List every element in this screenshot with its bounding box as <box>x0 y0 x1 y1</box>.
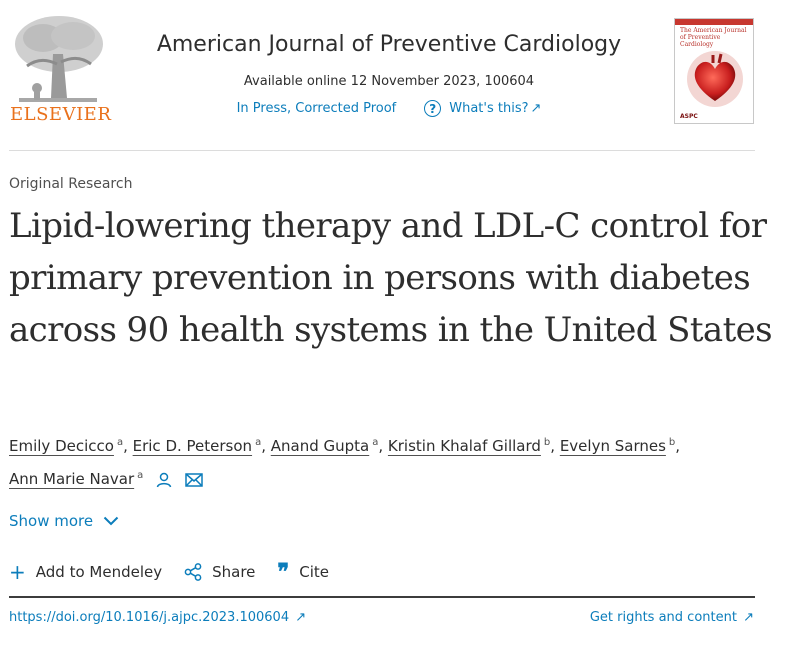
affiliation-marker[interactable]: a <box>116 437 124 448</box>
cover-footer: ASPC <box>680 113 698 120</box>
external-link-icon: ↗ <box>530 101 542 116</box>
cover-title: The American Journal of Preventive Cardiology <box>680 27 747 48</box>
share-button[interactable] <box>184 563 255 581</box>
author-link[interactable]: Kristin Khalaf Gillard <box>387 437 541 455</box>
in-press-link[interactable]: In Press, Corrected Proof <box>236 101 397 116</box>
share-icon <box>184 563 202 581</box>
author-link[interactable]: Anand Gupta <box>270 437 370 455</box>
journal-title[interactable]: American Journal of Preventive Cardiology <box>156 32 622 57</box>
person-icon[interactable] <box>156 472 172 488</box>
external-link-icon: ↗ <box>743 610 754 625</box>
availability-date: Available online 12 November 2023, 100604 <box>243 74 535 89</box>
affiliation-marker[interactable]: a <box>372 437 379 448</box>
affiliation-marker[interactable]: a <box>137 470 144 481</box>
header-divider <box>9 150 755 151</box>
article-title: Lipid-lowering therapy and LDL-C control for primary prevention in persons with diabetes across 90 health systems in the United States <box>9 206 773 350</box>
author-link[interactable]: Emily Decicco <box>9 437 114 455</box>
cite-button[interactable] <box>277 559 330 585</box>
question-icon[interactable]: ? <box>424 100 441 117</box>
article-actions <box>9 559 351 585</box>
tree-icon <box>9 14 107 104</box>
doi-link[interactable] <box>9 610 306 625</box>
heart-icon <box>683 49 747 107</box>
author-link[interactable]: Eric D. Peterson <box>132 437 253 455</box>
cover-bar <box>675 19 754 25</box>
status-line <box>124 100 654 117</box>
share-label: Share <box>212 563 256 581</box>
show-more-label: Show more <box>9 512 94 530</box>
show-more-button[interactable] <box>9 512 119 530</box>
author-list: Emily Decicco $^a$, Eric D. Peterson $^a$, Anand Gupta $^a$, Kristin Khalaf Gillard $^b$, Evelyn Sarnes $^b$, Ann Marie Navar $^a$ <box>9 437 681 488</box>
external-link-icon: ↗ <box>295 610 307 625</box>
actions-divider <box>9 596 755 598</box>
quote-icon: ❞ <box>277 559 290 585</box>
affiliation-marker[interactable]: b <box>668 437 676 448</box>
rights-label: Get rights and content <box>589 610 737 625</box>
journal-cover[interactable] <box>674 18 754 124</box>
doi-label: https://doi.org/10.1016/j.ajpc.2023.100604 <box>9 610 290 625</box>
author-link[interactable]: Ann Marie Navar <box>9 470 135 488</box>
whats-this-link[interactable] <box>449 101 541 116</box>
article-type: Original Research <box>9 176 133 192</box>
cite-label: Cite <box>299 563 330 581</box>
rights-link[interactable] <box>590 610 754 625</box>
chevron-down-icon <box>103 516 119 526</box>
plus-icon: + <box>9 560 26 584</box>
mendeley-label: Add to Mendeley <box>35 563 163 581</box>
affiliation-marker[interactable]: b <box>543 437 551 448</box>
whats-this-label: What's this? <box>449 101 529 116</box>
affiliation-marker[interactable]: a <box>255 437 262 448</box>
author-link[interactable]: Evelyn Sarnes <box>559 437 666 455</box>
publisher-name[interactable]: ELSEVIER <box>10 104 112 125</box>
envelope-icon[interactable] <box>185 473 203 487</box>
add-to-mendeley-button[interactable] <box>9 562 162 582</box>
